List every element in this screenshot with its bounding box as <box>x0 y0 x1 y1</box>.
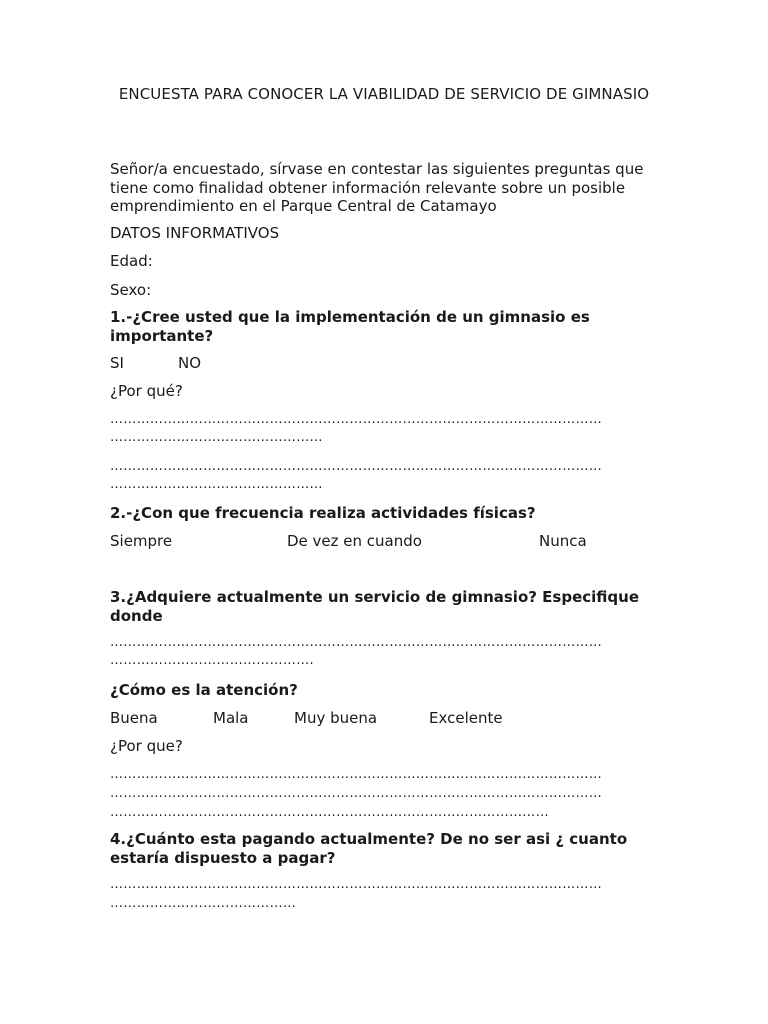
q3-option-excelente: Excelente <box>429 709 503 727</box>
q1-answer-line-1b: ………………………………………… <box>110 430 323 445</box>
q3-answer-line-2b: ………………………………………………………………………………………………… <box>110 786 603 801</box>
section-heading: DATOS INFORMATIVOS <box>110 224 280 242</box>
q2-option-siempre: Siempre <box>110 532 173 550</box>
question-2: 2.-¿Con que frecuencia realiza actividades físicas? <box>110 504 536 522</box>
q1-option-no: NO <box>178 354 202 372</box>
q1-answer-line-2a: ………………………………………………………………………………………………… <box>110 459 603 474</box>
q3-answer-line-2a: ………………………………………………………………………………………………… <box>110 767 603 782</box>
q1-answer-line-1a: ………………………………………………………………………………………………… <box>110 412 603 427</box>
question-3: 3.¿Adquiere actualmente un servicio de gimnasio? Especifique donde <box>110 588 640 625</box>
q1-option-si: SI <box>110 354 124 372</box>
q3-why-label: ¿Por que? <box>110 737 183 755</box>
q3-option-muy-buena: Muy buena <box>294 709 378 727</box>
q3-answer-line-2c: ……………………………………………………………………………………… <box>110 805 549 820</box>
intro-paragraph: Señor/a encuestado, sírvase en contestar las siguientes preguntas que tiene como finalidad obtener información relevante sobre un posible emprendimiento en el Parque Central de Catamayo <box>110 160 644 215</box>
q3-answer-line-1a: ………………………………………………………………………………………………… <box>110 635 603 650</box>
field-edad: Edad: <box>110 252 153 270</box>
q2-option-nunca: Nunca <box>539 532 587 550</box>
q4-answer-line-1a: ………………………………………………………………………………………………… <box>110 877 603 892</box>
q1-why-label: ¿Por qué? <box>110 382 183 400</box>
field-sexo: Sexo: <box>110 281 152 299</box>
q3-option-buena: Buena <box>110 709 158 727</box>
attention-question: ¿Cómo es la atención? <box>110 681 298 699</box>
document-title: ENCUESTA PARA CONOCER LA VIABILIDAD DE SERVICIO DE GIMNASIO <box>118 85 650 103</box>
q4-answer-line-1b: …………………………………… <box>110 896 297 911</box>
question-4: 4.¿Cuánto esta pagando actualmente? De no ser asi ¿ cuanto estaría dispuesto a pagar? <box>110 830 628 867</box>
q1-answer-line-2b: ………………………………………… <box>110 477 323 492</box>
q3-answer-line-1b: ………………………………………. <box>110 653 314 668</box>
q2-option-de-vez-en-cuando: De vez en cuando <box>287 532 422 550</box>
q3-option-mala: Mala <box>213 709 249 727</box>
question-1: 1.-¿Cree usted que la implementación de un gimnasio es importante? <box>110 308 590 345</box>
